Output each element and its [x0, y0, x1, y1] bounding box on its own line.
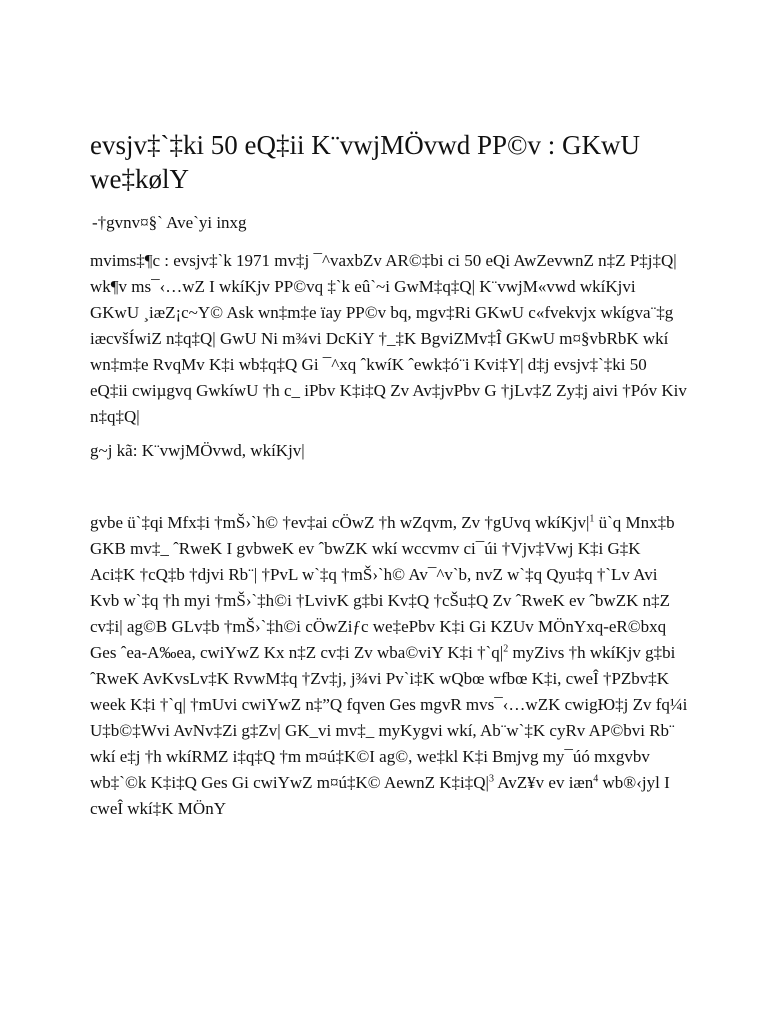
abstract-paragraph: mvims‡¶c : evsjv‡`k 1971 mv‡j ¯^vaxbZv AR©‡bi ci 50 eQi AwZevwnZ n‡Z P‡j‡Q| wk¶v ms¯‹…wZ I wkíKjv PP©vq ‡`k eû`~i GwM‡q‡Q| K¨vwjM«vwd wkíKjvi GKwU ¸iæZ¡c~Y© Ask wn‡m‡e ïay PP©v bq, mgv‡Ri GKwU c«fvekvjx wkígva¨‡g iæcvšÍwiZ n‡q‡Q| GwU Ni m¾vi DcKiY †_‡K BgviZMv‡Î GKwU m¤§vbRbK wkí wn‡m‡e RvqMv K‡i wb‡q‡Q Gi ¯^xq ˆkwíK ˆewk‡ó¨i Kvi‡Y| d‡j evsjv‡`‡ki 50 eQ‡ii cwiµgvq GwkíwU †h c_ iPbv K‡i‡Q Zv Av‡jvPbv G †jLv‡Z Zy‡j aivi †Póv Kiv n‡q‡Q| [90, 251, 687, 426]
footnote-ref-2[interactable]: 2 [503, 643, 509, 655]
footnote-ref-3[interactable]: 3 [488, 773, 494, 785]
document-title: evsjv‡`‡ki 50 eQ‡ii K¨vwjMÖvwd PP©v : GKwU we‡kølY [90, 130, 641, 194]
body-text-part-1: gvbe ü`‡qi Mfx‡i †mŠ›`h© †ev‡ai cÖwZ †h wZqvm, Zv †gUvq wkíKjv| [90, 513, 590, 532]
footnote-ref-4[interactable]: 4 [593, 773, 599, 785]
body-paragraph [90, 510, 688, 822]
keywords-line: g~j kã: K¨vwjMÖvwd, wkíKjv| [90, 441, 305, 460]
body-text-part-5: wb®‹jyl I cweÎ wkí‡K MÖnY [90, 773, 670, 818]
body-text-part-3: myZivs †h wkíKjv g‡bi ˆRweK AvKvsLv‡K RvwM‡q †Zv‡j, j¾vi Pv`i‡K wQbœ wfbœ K‡i, cweÎ †PZbv‡K week K‡i †`q| †mUvi cwiYwZ n‡”Q fqven Ges mgvR mvs¯‹…wZK cwigЮ‡j Zv fq¼i U‡b©‡Wvi AvNv‡Zi g‡Zv| GK_vi mv‡_ myKygvi wkí, Ab¨w`‡K cyRv AP©bvi Rb¨ wkí e‡j †h wkíRMZ i‡q‡Q †m m¤ú‡K©I ag©, we‡kl K‡i Bmjvg my¯úó mxgvbv wb‡`©k K‡i‡Q Ges Gi cwiYwZ m¤ú‡K© AewnZ K‡i‡Q| [90, 643, 688, 792]
body-text-part-4: AvZ¥v ev iæn [493, 773, 594, 792]
body-text-part-2: ü`q Mnx‡b GKB mv‡_ ˆRweK I gvbweK ev ˆbwZK wkí wccvmv ci¯úi †Vjv‡Vwj K‡i G‡K Aci‡K †cQ‡b †djvi Rb¨| †PvL w`‡q †mŠ›`h© Av¯^v`b, nvZ w`‡q Qyu‡q †`Lv Avi Kvb w`‡q †h myi †mŠ›`‡h©i †LvivK g‡bi Kv‡Q †cŠu‡Q Zv ˆRweK ev ˆbwZK n‡Z cv‡i| ag©B GLv‡b †mŠ›`‡h©i cÖwZiƒc we‡ePbv K‡i Gi KZUv MÖnYxq-eR©bxq Ges ˆea-A‰ea, cwiYwZ Kx n‡Z cv‡i Zv wba©viY K‡i †`q| [90, 513, 675, 662]
author-line: -†gvnv¤§` Ave`yi inxg [92, 213, 247, 232]
footnote-ref-1[interactable]: 1 [589, 513, 595, 525]
section-spacer [90, 462, 688, 510]
